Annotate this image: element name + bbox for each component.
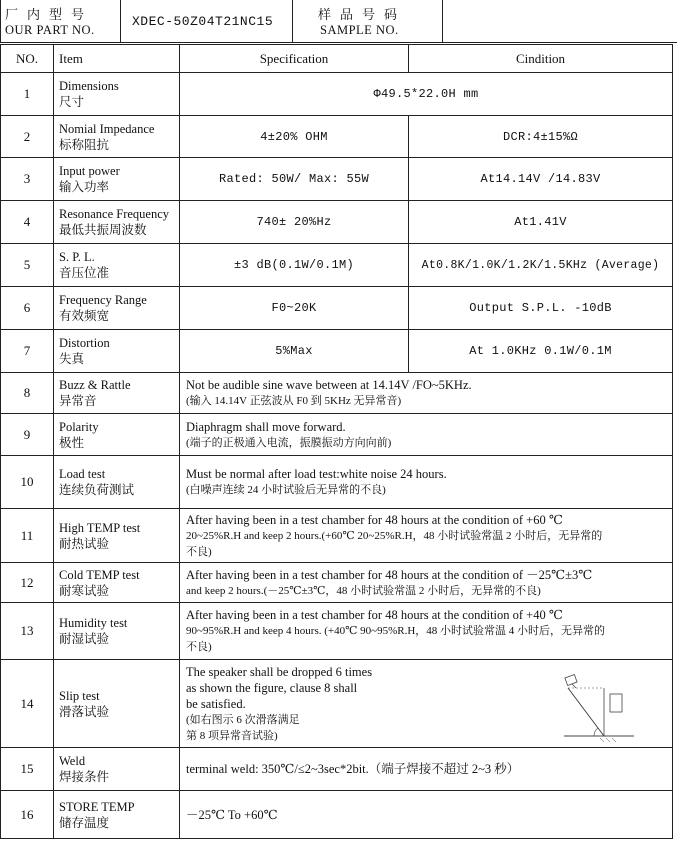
part-number-value: XDEC-50Z04T21NC15 — [132, 14, 274, 29]
spec-cell: 740± 20%Hz — [180, 201, 409, 244]
row-number: 5 — [1, 244, 54, 287]
col-spec-header: Specification — [180, 45, 409, 73]
row-number: 9 — [1, 414, 54, 456]
table-row — [1, 509, 673, 563]
table-row — [1, 73, 673, 116]
table-row — [1, 287, 673, 330]
item-cell: S. P. L. 音压位准 — [54, 244, 180, 287]
description-cell: After having been in a test chamber for 48 hours at the condition of +60 ℃ 20~25%R.H and keep 2 hours.(+60℃ 20~25%R.H，48 小时试验常温 2 小时后，无异常的 不良) — [180, 509, 673, 563]
spec-cell: ±3 dB(0.1W/0.1M) — [180, 244, 409, 287]
condition-cell: Output S.P.L. -10dB — [409, 287, 673, 330]
description-cell: －25℃ To +60℃ — [180, 791, 673, 839]
condition-cell: At 1.0KHz 0.1W/0.1M — [409, 330, 673, 373]
part-label-en: OUR PART NO. — [5, 23, 95, 37]
item-cell: Resonance Frequency 最低共振周波数 — [54, 201, 180, 244]
item-cell: STORE TEMP 储存温度 — [54, 791, 180, 839]
item-cell: Nomial Impedance 标称阻抗 — [54, 116, 180, 158]
item-cell: Load test 连续负荷测试 — [54, 456, 180, 509]
spec-cell: Φ49.5*22.0H mm — [180, 73, 673, 116]
sheet-header — [0, 0, 677, 43]
description-cell: Diaphragm shall move forward. (端子的正极通入电流，振膜振动方向向前) — [180, 414, 673, 456]
table-row — [1, 158, 673, 201]
item-cell: Distortion 失真 — [54, 330, 180, 373]
description-cell: After having been in a test chamber for 48 hours at the condition of +40 ℃ 90~95%R.H and keep 4 hours. (+40℃ 90~95%R.H，48 小时试验常温 4 小时后，无异常的 不良) — [180, 603, 673, 660]
item-cell: Cold TEMP test 耐寒试验 — [54, 563, 180, 603]
spec-cell: Rated: 50W/ Max: 55W — [180, 158, 409, 201]
row-number: 6 — [1, 287, 54, 330]
description-cell: After having been in a test chamber for 48 hours at the condition of －25℃±3℃ and keep 2 hours.(－25℃±3℃，48 小时试验常温 2 小时后，无异常的不良) — [180, 563, 673, 603]
item-cell: Dimensions 尺寸 — [54, 73, 180, 116]
row-number: 3 — [1, 158, 54, 201]
item-cell: Input power 输入功率 — [54, 158, 180, 201]
item-cell: Frequency Range 有效频宽 — [54, 287, 180, 330]
condition-cell: At1.41V — [409, 201, 673, 244]
spec-cell: 5%Max — [180, 330, 409, 373]
row-number: 11 — [1, 509, 54, 563]
row-number: 12 — [1, 563, 54, 603]
row-number: 8 — [1, 373, 54, 414]
col-cond-header: Cindition — [409, 45, 673, 73]
item-cell: Weld 焊接条件 — [54, 748, 180, 791]
item-cell: Slip test 滑落试验 — [54, 660, 180, 748]
table-row — [1, 330, 673, 373]
description-cell: Must be normal after load test:white noise 24 hours. (白噪声连续 24 小时试验后无异常的不良) — [180, 456, 673, 509]
row-number: 10 — [1, 456, 54, 509]
table-row — [1, 456, 673, 509]
sample-label-zh: 样品号码 — [318, 7, 407, 22]
spec-cell: 4±20% OHM — [180, 116, 409, 158]
sample-label-en: SAMPLE NO. — [320, 23, 399, 37]
table-row — [1, 563, 673, 603]
table-row — [1, 603, 673, 660]
item-cell: Humidity test 耐湿试验 — [54, 603, 180, 660]
col-item-header: Item — [54, 45, 180, 73]
description-cell: terminal weld: 350℃/≤2~3sec*2bit.（端子焊接不超过 2~3 秒） — [180, 748, 673, 791]
table-row — [1, 791, 673, 839]
item-cell: High TEMP test 耐热试验 — [54, 509, 180, 563]
row-number: 16 — [1, 791, 54, 839]
table-row — [1, 201, 673, 244]
row-number: 1 — [1, 73, 54, 116]
row-number: 14 — [1, 660, 54, 748]
condition-cell: DCR:4±15%Ω — [409, 116, 673, 158]
row-number: 7 — [1, 330, 54, 373]
table-row — [1, 748, 673, 791]
row-number: 13 — [1, 603, 54, 660]
table-row — [1, 414, 673, 456]
table-row — [1, 116, 673, 158]
item-cell: Polarity 极性 — [54, 414, 180, 456]
table-row — [1, 660, 673, 748]
condition-cell: At0.8K/1.0K/1.2K/1.5KHz (Average) — [409, 244, 673, 287]
row-number: 15 — [1, 748, 54, 791]
table-row — [1, 373, 673, 414]
row-number: 2 — [1, 116, 54, 158]
spec-cell: F0~20K — [180, 287, 409, 330]
row-number: 4 — [1, 201, 54, 244]
table-header-row — [1, 45, 673, 73]
part-label-zh: 厂内型号 — [5, 7, 94, 22]
specification-table — [0, 44, 673, 839]
description-cell: Not be audible sine wave between at 14.14V /FO~5KHz. (输入 14.14V 正弦波从 F0 到 5KHz 无异常音) — [180, 373, 673, 414]
item-cell: Buzz & Rattle 异常音 — [54, 373, 180, 414]
col-no-header: NO. — [1, 45, 54, 73]
description-cell: The speaker shall be dropped 6 times as shown the figure, clause 8 shall be satisfied. (如右图示 6 次滑落满足 第 8 项异常音试验) — [180, 660, 673, 748]
table-row — [1, 244, 673, 287]
condition-cell: At14.14V /14.83V — [409, 158, 673, 201]
slip-test-figure — [560, 672, 638, 742]
